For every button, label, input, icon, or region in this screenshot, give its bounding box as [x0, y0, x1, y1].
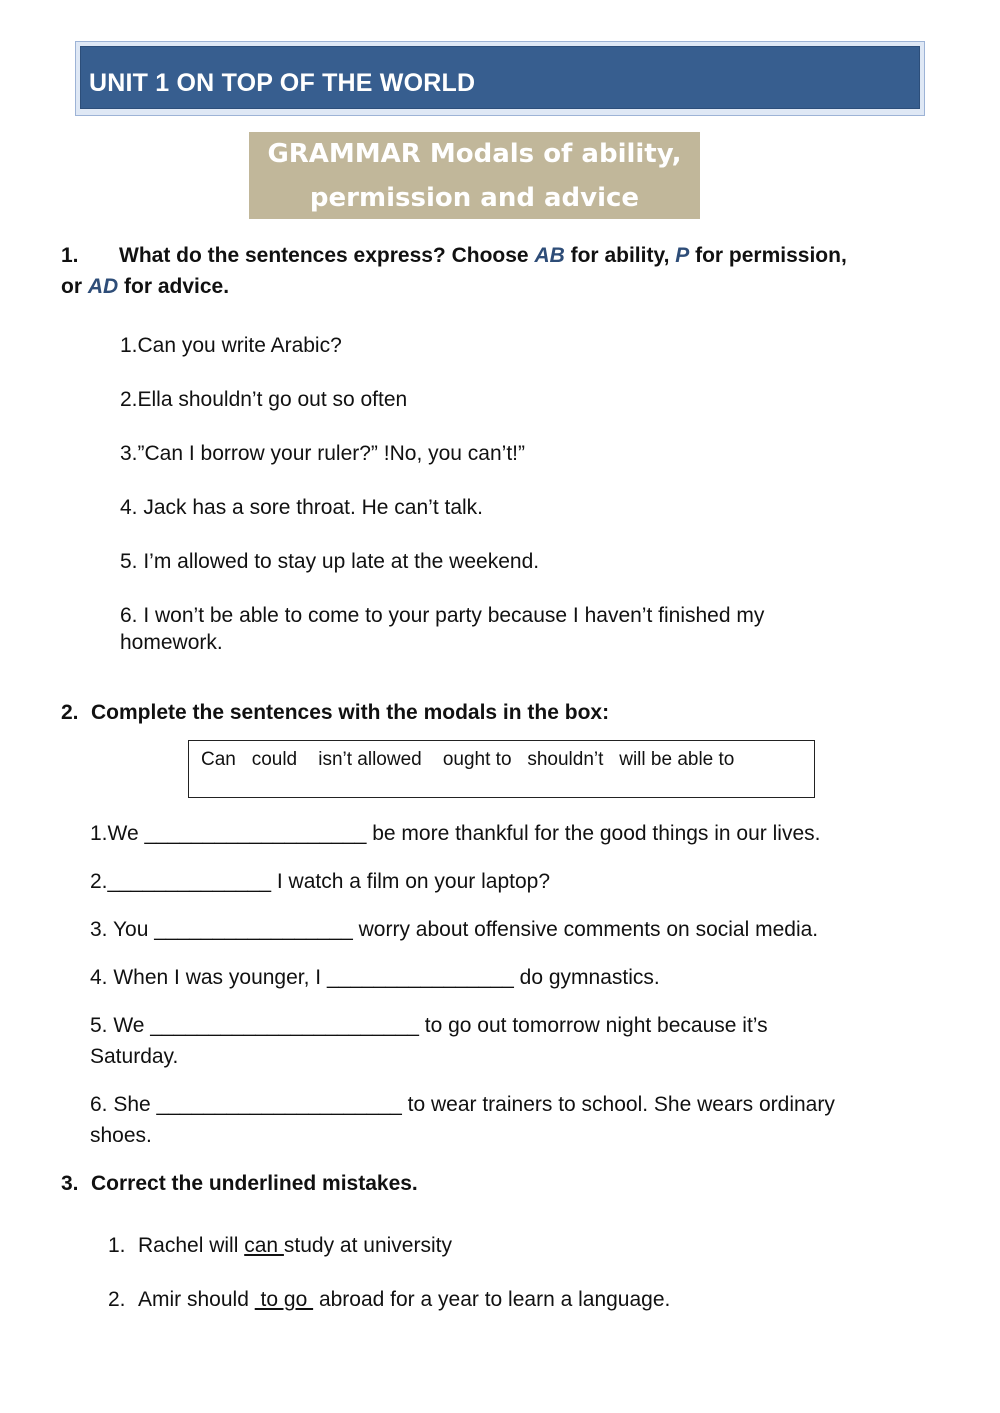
q3-heading [61, 1172, 418, 1196]
q3-item-2-number: 2. [108, 1288, 126, 1311]
q1-ad: AD [87, 275, 119, 298]
q1-number: 1. [61, 244, 79, 267]
q3-item-1-number: 1. [108, 1234, 126, 1257]
q2-item-6-cont: shoes. [90, 1124, 152, 1147]
q1-p: P [675, 244, 690, 267]
q2-item-3: 3. You _________________ worry about offensive comments on social media. [90, 918, 819, 941]
q2-item-5: 5. We _______________________ to go out tomorrow night because it’s [90, 1014, 768, 1037]
q1-text-e: for advice. [118, 275, 230, 298]
q1-heading-line-2 [61, 275, 229, 299]
q3-item-1-after: study at university [283, 1234, 452, 1257]
q3-item-1-before: Rachel will [138, 1234, 245, 1257]
q3-item-2-underlined: to go [254, 1288, 314, 1311]
unit-banner-fill [80, 46, 920, 109]
q2-heading-text: Complete the sentences with the modals in the box: [91, 701, 610, 724]
modals-word-box [188, 740, 815, 798]
unit-title: UNIT 1 ON TOP OF THE WORLD [89, 69, 476, 97]
q3-item-2 [108, 1288, 670, 1312]
q1-ab: AB [534, 244, 565, 267]
q2-item-1: 1.We ___________________ be more thankful for the good things in our lives. [90, 822, 821, 845]
q2-item-6: 6. She _____________________ to wear trainers to school. She wears ordinary [90, 1093, 835, 1116]
q1-item-6: 6. I won’t be able to come to your party because I haven’t finished my [120, 604, 765, 627]
q1-item-1: 1.Can you write Arabic? [120, 334, 342, 357]
q1-heading [61, 244, 961, 268]
q2-item-4: 4. When I was younger, I ________________ do gymnastics. [90, 966, 660, 989]
unit-banner [75, 41, 925, 116]
q1-item-4: 4. Jack has a sore throat. He can’t talk. [120, 496, 484, 519]
q3-item-1-underlined: can [244, 1234, 284, 1257]
q2-heading [61, 701, 609, 725]
q1-item-6-cont: homework. [120, 631, 223, 654]
q1-item-2: 2.Ella shouldn’t go out so often [120, 388, 408, 411]
grammar-title-line-1: GRAMMAR Modals of ability, [267, 139, 682, 169]
q1-text-a: What do the sentences express? Choose [119, 244, 535, 267]
q1-item-5: 5. I’m allowed to stay up late at the weekend. [120, 550, 540, 573]
q2-number: 2. [61, 701, 79, 724]
q2-item-5-cont: Saturday. [90, 1045, 179, 1068]
q1-text-b: for ability, [564, 244, 676, 267]
grammar-title-box [249, 132, 700, 219]
grammar-title-line-2: permission and advice [309, 183, 640, 213]
q3-number: 3. [61, 1172, 79, 1195]
q2-item-2: 2.______________ I watch a film on your laptop? [90, 870, 551, 893]
modals-word-box-text: Can could isn’t allowed ought to shouldn’t will be able to [201, 749, 735, 770]
q3-item-2-after: abroad for a year to learn a language. [313, 1288, 671, 1311]
q1-text-c: for permission, [689, 244, 847, 267]
q3-item-1 [108, 1234, 452, 1258]
q1-text-d: or [61, 275, 88, 298]
q3-item-2-before: Amir should [138, 1288, 255, 1311]
q1-item-3: 3.”Can I borrow your ruler?” !No, you can’t!” [120, 442, 525, 465]
q3-heading-text: Correct the underlined mistakes. [91, 1172, 418, 1195]
